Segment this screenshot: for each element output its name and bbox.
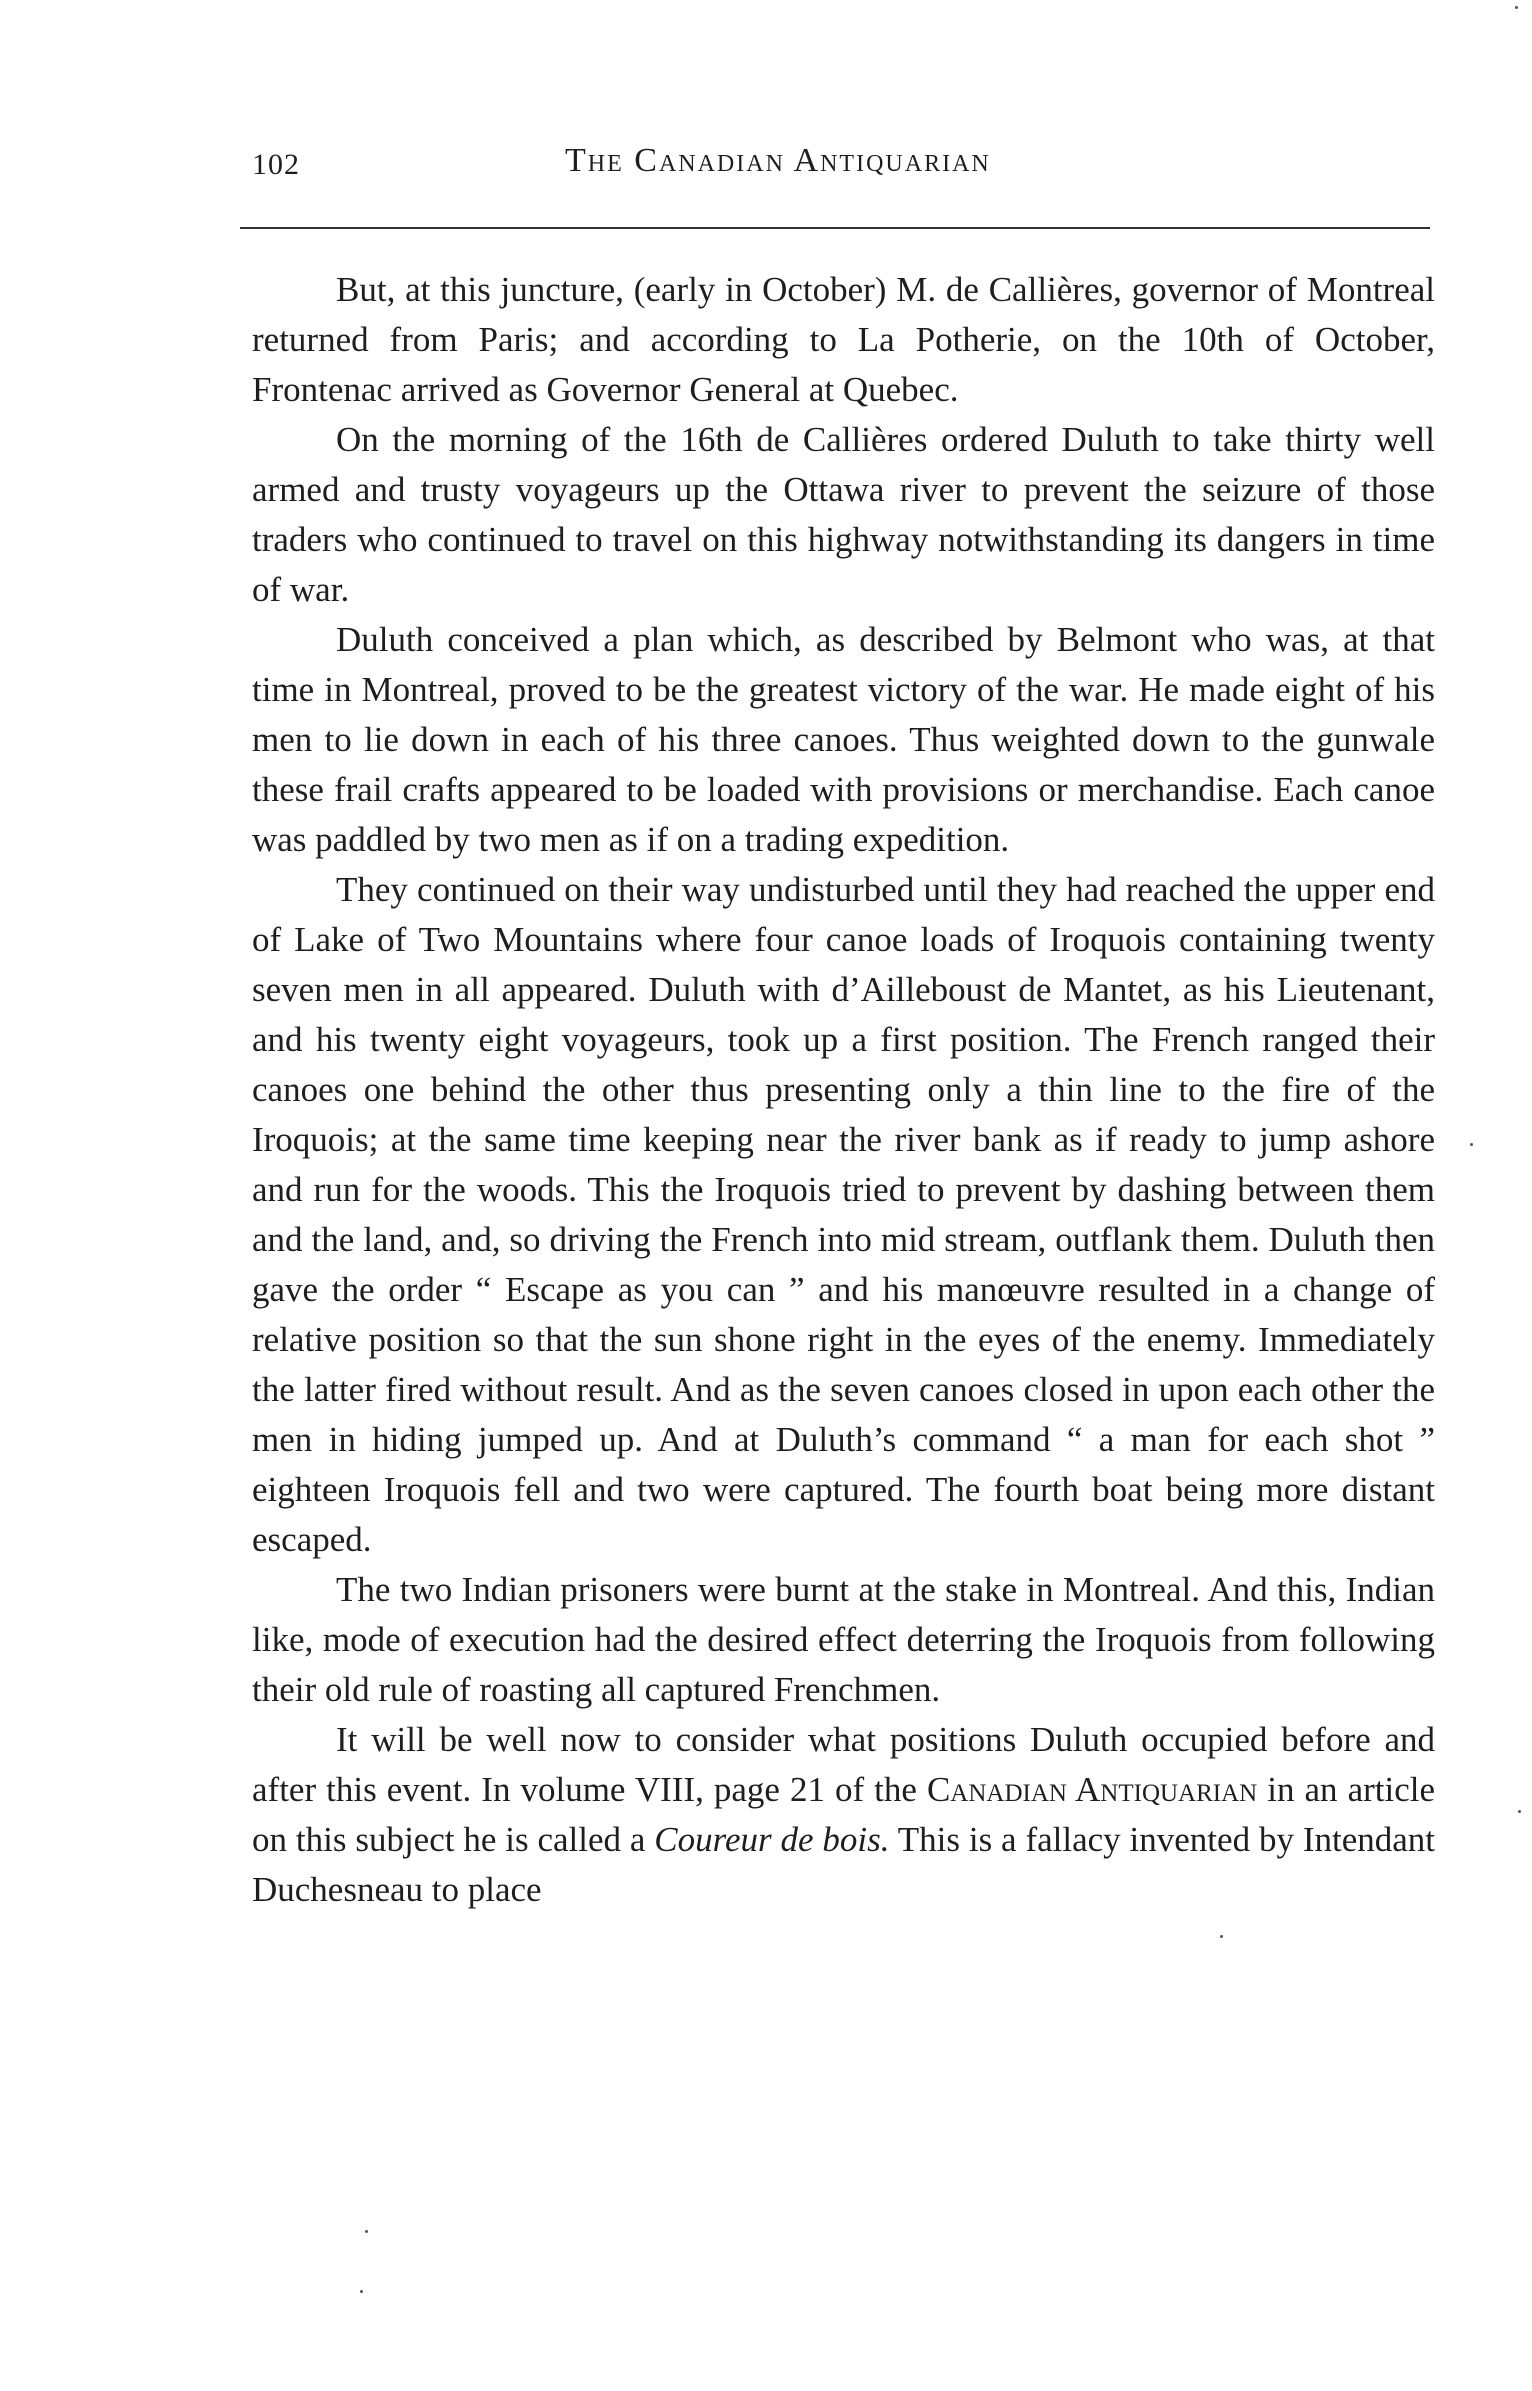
scan-speck: [1470, 1143, 1473, 1146]
scan-speck: [1515, 6, 1518, 9]
scan-speck: [360, 2290, 363, 2293]
paragraph-text: This is a fallacy invented by Intendant Duchesneau to place: [252, 1820, 1435, 1909]
paragraph: The two Indian prisoners were burnt at the stake in Montreal. And this, Indian like, mode of execution had the desired effect deterring the Iroquois from following their old rule of roasting all captured Frenchmen.: [252, 1570, 1435, 1709]
running-title: The Canadian Antiquarian: [565, 142, 991, 179]
paragraph: Duluth conceived a plan which, as described by Belmont who was, at that time in Montreal, proved to be the greatest victory of the war. He made eight of his men to lie down in each of his three canoes. Thus weighted down to the gunwale these frail crafts appeared to be loaded with provisions or merchandise. Each canoe was paddled by two men as if on a trading expedition.: [252, 620, 1435, 859]
body-text: [252, 265, 1435, 1915]
paragraph: [252, 1715, 1435, 1915]
scan-speck: [365, 2230, 368, 2233]
header-rule: [240, 227, 1430, 229]
paragraph: They continued on their way undisturbed until they had reached the upper end of Lake of Two Mountains where four canoe loads of Iroquois containing twenty seven men in all appeared. Duluth with d’Ailleboust de Mantet, as his Lieutenant, and his twenty eight voyageurs, took up a first position. The French ranged their canoes one behind the other thus presenting only a thin line to the fire of the Iroquois; at the same time keeping near the river bank as if ready to jump ashore and run for the woods. This the Iroquois tried to prevent by dashing between them and the land, and, so driving the French into mid stream, outflank them. Duluth then gave the order “ Escape as you can ” and his manœuvre resulted in a change of relative position so that the sun shone right in the eyes of the enemy. Immediately the latter fired without result. And as the seven canoes closed in upon each other the men in hiding jumped up. And at Duluth’s command “ a man for each shot ” eighteen Iroquois fell and two were captured. The fourth boat being more distant escaped.: [252, 870, 1435, 1559]
paragraph: On the morning of the 16th de Callières ordered Duluth to take thirty well armed and trusty voyageurs up the Ottawa river to prevent the seizure of those traders who continued to travel on this highway notwithstanding its dangers in time of war.: [252, 420, 1435, 609]
scan-speck: [1518, 1810, 1521, 1813]
page-number: 102: [252, 148, 300, 181]
journal-title-smallcaps: Canadian Antiquarian: [926, 1770, 1258, 1809]
paragraph-text: in an article on this subject he is called a: [252, 1770, 1435, 1859]
scan-speck: [1220, 1935, 1223, 1938]
paragraph: But, at this juncture, (early in October) M. de Callières, governor of Montreal returned from Paris; and according to La Potherie, on the 10th of October, Frontenac arrived as Governor General at Quebec.: [252, 270, 1435, 409]
paragraph-text: It will be well now to consider what positions Duluth occupied before and after this event. In volume VIII, page 21 of the: [252, 1720, 1435, 1809]
italic-term: Coureur de bois.: [654, 1820, 890, 1859]
